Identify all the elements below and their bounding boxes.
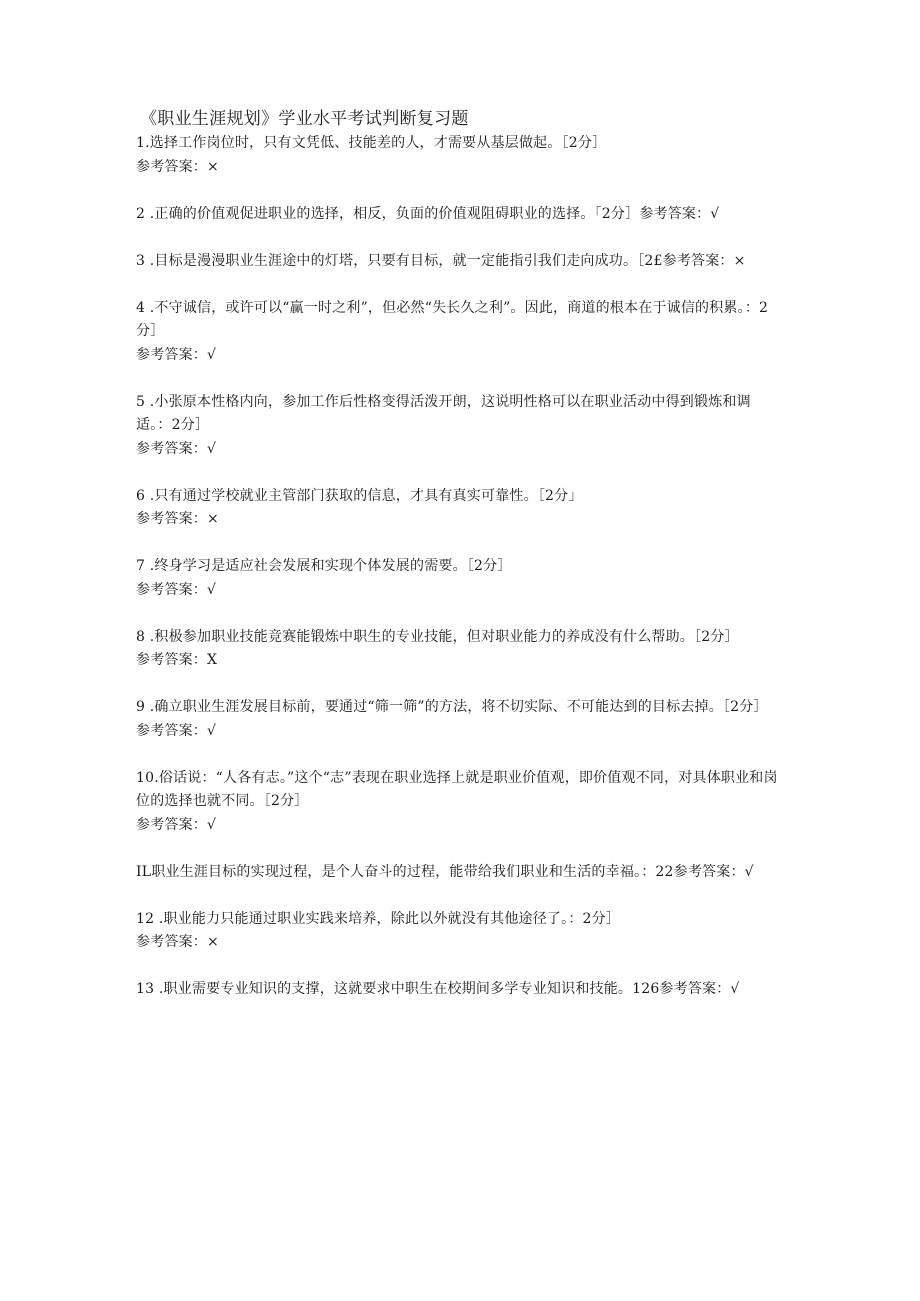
question-text: 2 .正确的价值观促进职业的选择，相反，负面的价值观阻碍职业的选择。「2分］参考答案：√	[136, 205, 720, 222]
question-item-10	[136, 767, 784, 838]
question-text: 7 .终身学习是适应社会发展和实现个体发展的需要。［2分］	[136, 558, 512, 574]
question-text: 12 .职业能力只能通过职业实践来培养，除此以外就没有其他途径了。：2分］	[136, 910, 621, 927]
answer-text: 参考答案：√	[136, 816, 217, 833]
question-text: 6 .只有通过学校就业主管部门获取的信息，才具有真实可靠性。［2分」	[136, 487, 583, 504]
question-item-11	[136, 861, 784, 885]
question-text: 1.选择工作岗位时，只有文凭低、技能差的人，才需要从基层做起。［2分］	[136, 135, 607, 151]
question-item-9	[136, 696, 784, 743]
question-item-13	[136, 978, 784, 1002]
question-item-12	[136, 908, 784, 955]
question-item-1	[136, 132, 784, 179]
answer-text: 参考答案：×	[136, 511, 219, 527]
answer-text: 参考答案：√	[136, 581, 217, 598]
question-text: 5 .小张原本性格内向，参加工作后性格变得活泼开朗，这说明性格可以在职业活动中得到锻炼和调适。：2分］	[136, 393, 751, 433]
question-item-2	[136, 203, 784, 227]
question-item-7	[136, 555, 784, 602]
question-text: 8 .积极参加职业技能竞赛能锻炼中职生的专业技能，但对职业能力的养成没有什么帮助。［2分］	[136, 628, 739, 645]
question-text: 10.俗话说：“人各有志。”这个“志”表现在职业选择上就是职业价值观，即价值观不同，对具体职业和岗位的选择也就不同。［2分］	[136, 769, 778, 809]
question-list	[136, 132, 784, 1002]
document-page	[136, 106, 784, 1002]
answer-text: 参考答案：√	[136, 440, 217, 457]
answer-text: 参考答案：×	[136, 934, 219, 950]
answer-text: 参考答案：×	[136, 158, 219, 175]
answer-text: 参考答案：√	[136, 722, 217, 739]
question-text: IL职业生涯目标的实现过程，是个人奋斗的过程，能带给我们职业和生活的幸福。：22参考答案：√	[136, 863, 754, 880]
answer-text: 参考答案：X	[136, 652, 218, 668]
question-item-4	[136, 297, 784, 368]
document-title: 《职业生涯规划》学业水平考试判断复习题	[140, 109, 469, 129]
question-item-8	[136, 626, 784, 673]
question-text: 9 .确立职业生涯发展目标前，要通过“筛一筛”的方法，将不切实际、不可能达到的目标去掉。［2分］	[136, 699, 768, 715]
question-text: 4 .不守诚信，或许可以“赢一时之利”，但必然“失长久之利”。因此，商道的根本在于诚信的积累。：2分］	[136, 299, 769, 339]
question-text: 3 .目标是漫漫职业生涯途中的灯塔，只要有目标，就一定能指引我们走向成功。［2£参考答案：×	[136, 252, 746, 269]
question-item-6	[136, 485, 784, 532]
question-item-5	[136, 391, 784, 462]
question-item-3	[136, 250, 784, 274]
answer-text: 参考答案：√	[136, 346, 217, 363]
question-text: 13 .职业需要专业知识的支撑，这就要求中职生在校期间多学专业知识和技能。126参考答案：√	[136, 981, 740, 997]
